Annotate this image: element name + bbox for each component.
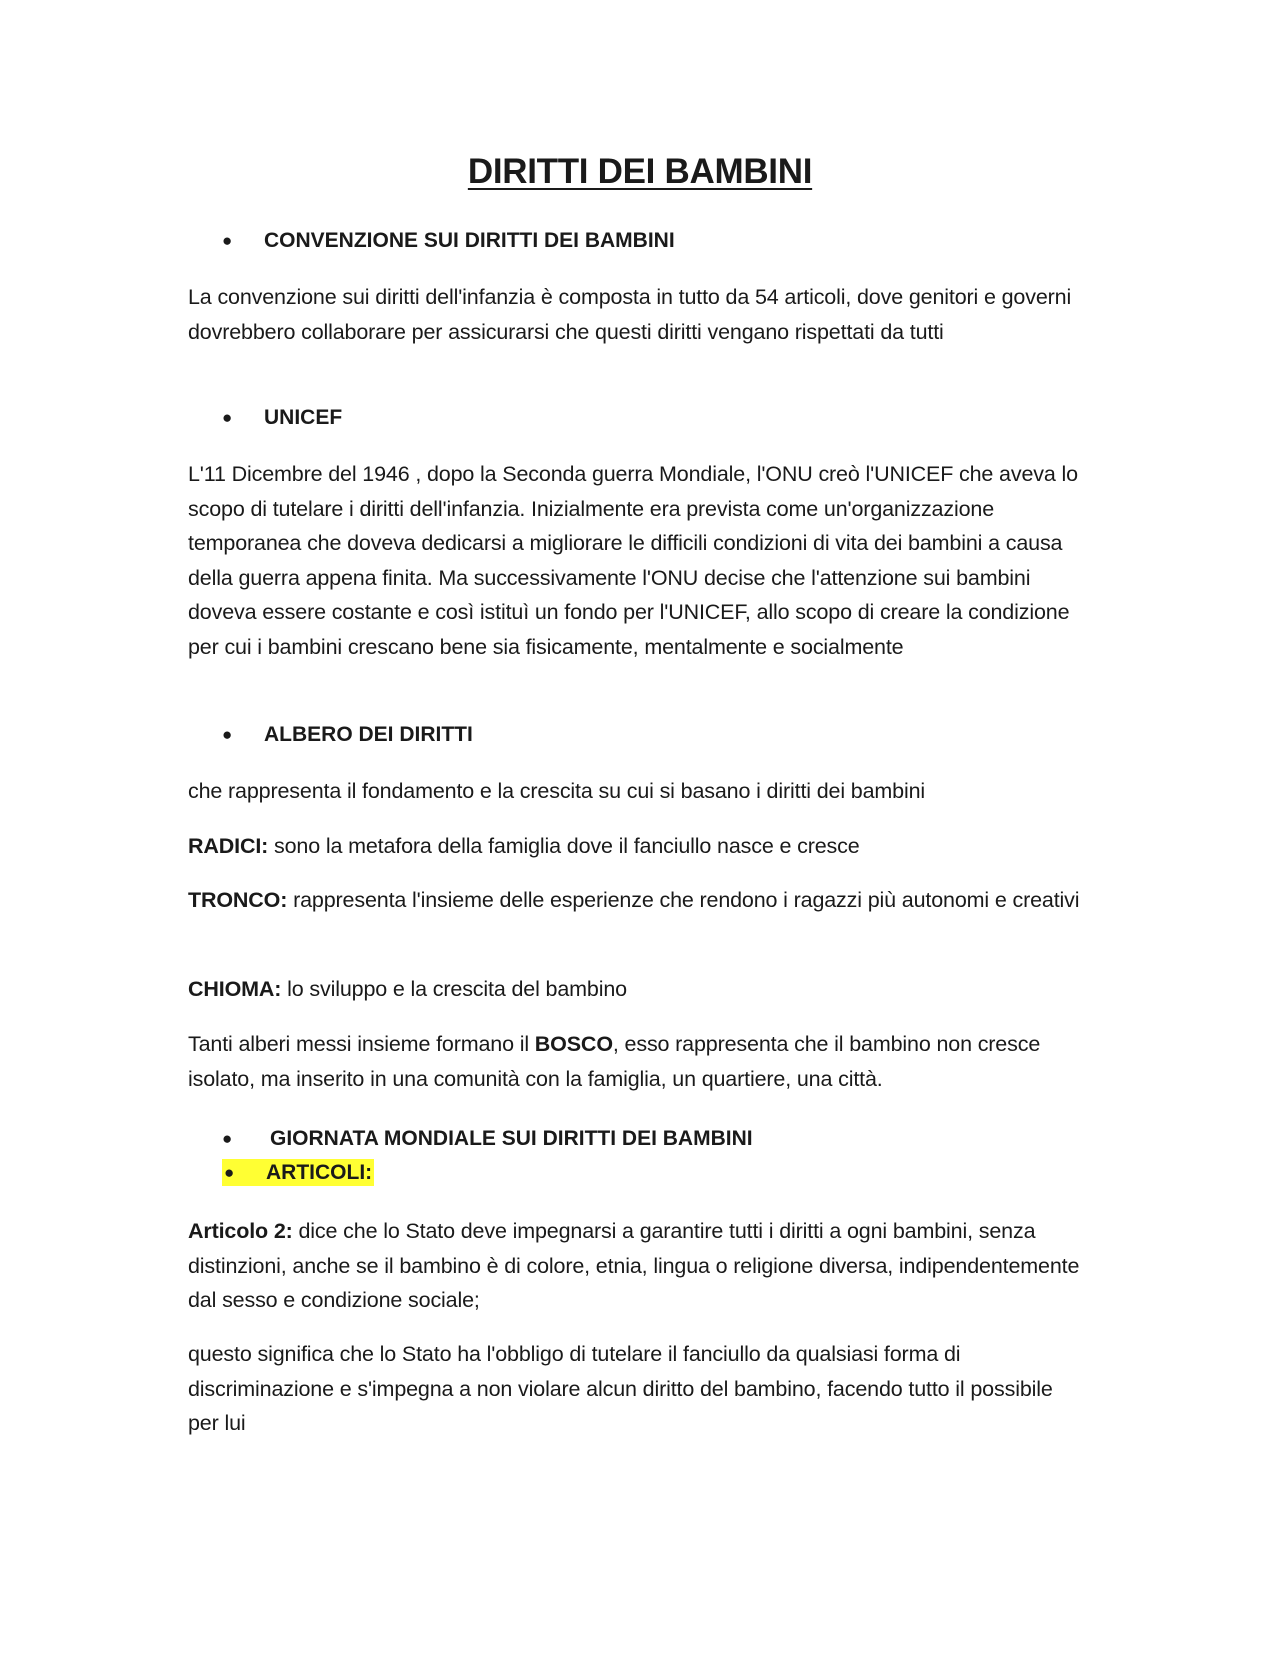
paragraph-albero-intro: che rappresenta il fondamento e la crescita su cui si basano i diritti dei bambini: [188, 779, 926, 803]
radici-label: RADICI:: [188, 834, 269, 858]
articolo-2-label: Articolo 2:: [188, 1219, 293, 1243]
articolo-2-text: dice che lo Stato deve impegnarsi a garantire tutti i diritti a ogni bambini, senza distinzioni, anche se il bambino è di colore, etnia, lingua o religione diversa, indipendentemente dal sesso e condizione sociale;: [188, 1219, 1080, 1312]
chioma-label: CHIOMA:: [188, 977, 282, 1001]
paragraph-unicef: L'11 Dicembre del 1946 , dopo la Seconda guerra Mondiale, l'ONU creò l'UNICEF che aveva lo scopo di tutelare i diritti dell'infanzia. Inizialmente era prevista come un'organizzazione temporanea che doveva dedicarsi a migliorare le difficili condizioni di vita dei bambini a causa della guerra appena finita. Ma successivamente l'ONU decise che l'attenzione sui bambini doveva essere costante e così istituì un fondo per l'UNICEF, allo scopo di creare la condizione per cui i bambini crescano bene sia fisicamente, mentalmente e socialmente: [188, 462, 1078, 659]
tronco-label: TRONCO:: [188, 888, 288, 912]
paragraph-radici: [188, 829, 1088, 864]
heading-text: ARTICOLI:: [266, 1161, 373, 1184]
bullet-icon: ●: [222, 725, 233, 744]
paragraph-convenzione: La convenzione sui diritti dell'infanzia è composta in tutto da 54 articoli, dove genitori e governi dovrebbero collaborare per assicurarsi che questi diritti vengano rispettati da tutti: [188, 285, 1072, 344]
bosco-label: BOSCO: [534, 1032, 613, 1056]
highlight: [222, 1159, 374, 1186]
paragraph-bosco: [188, 1027, 1088, 1096]
paragraph-articolo-2: [188, 1214, 1088, 1318]
radici-text: sono la metafora della famiglia dove il fanciullo nasce e cresce: [268, 834, 860, 858]
bullet-icon: ●: [222, 1129, 233, 1148]
bullet-icon: ●: [222, 408, 233, 427]
chioma-text: lo sviluppo e la crescita del bambino: [281, 977, 627, 1001]
tronco-text: rappresenta l'insieme delle esperienze che rendono i ragazzi più autonomi e creativi: [287, 888, 1080, 912]
heading-unicef: [222, 403, 342, 433]
heading-convenzione: [222, 226, 675, 256]
heading-text: CONVENZIONE SUI DIRITTI DEI BAMBINI: [264, 229, 675, 252]
heading-text: UNICEF: [264, 406, 343, 429]
heading-giornata: [222, 1124, 753, 1154]
paragraph-articolo-2-followup: questo significa che lo Stato ha l'obbligo di tutelare il fanciullo da qualsiasi forma di discriminazione e s'impegna a non violare alcun diritto del bambino, facendo tutto il possibile per lui: [188, 1342, 1053, 1435]
bosco-after: , esso rappresenta che il bambino non cresce isolato, ma inserito in una comunità con la famiglia, un quartiere, una città.: [188, 1032, 1041, 1091]
heading-articoli: [222, 1158, 374, 1188]
page-title: DIRITTI DEI BAMBINI: [467, 152, 813, 191]
bullet-icon: ●: [222, 231, 233, 250]
heading-albero: [222, 720, 473, 750]
bosco-before: Tanti alberi messi insieme formano il: [188, 1032, 535, 1056]
paragraph-tronco: [188, 883, 1088, 918]
bullet-icon: ●: [224, 1163, 235, 1182]
paragraph-chioma: [188, 972, 1088, 1007]
heading-text: ALBERO DEI DIRITTI: [264, 723, 473, 746]
heading-text: GIORNATA MONDIALE SUI DIRITTI DEI BAMBINI: [270, 1127, 753, 1150]
